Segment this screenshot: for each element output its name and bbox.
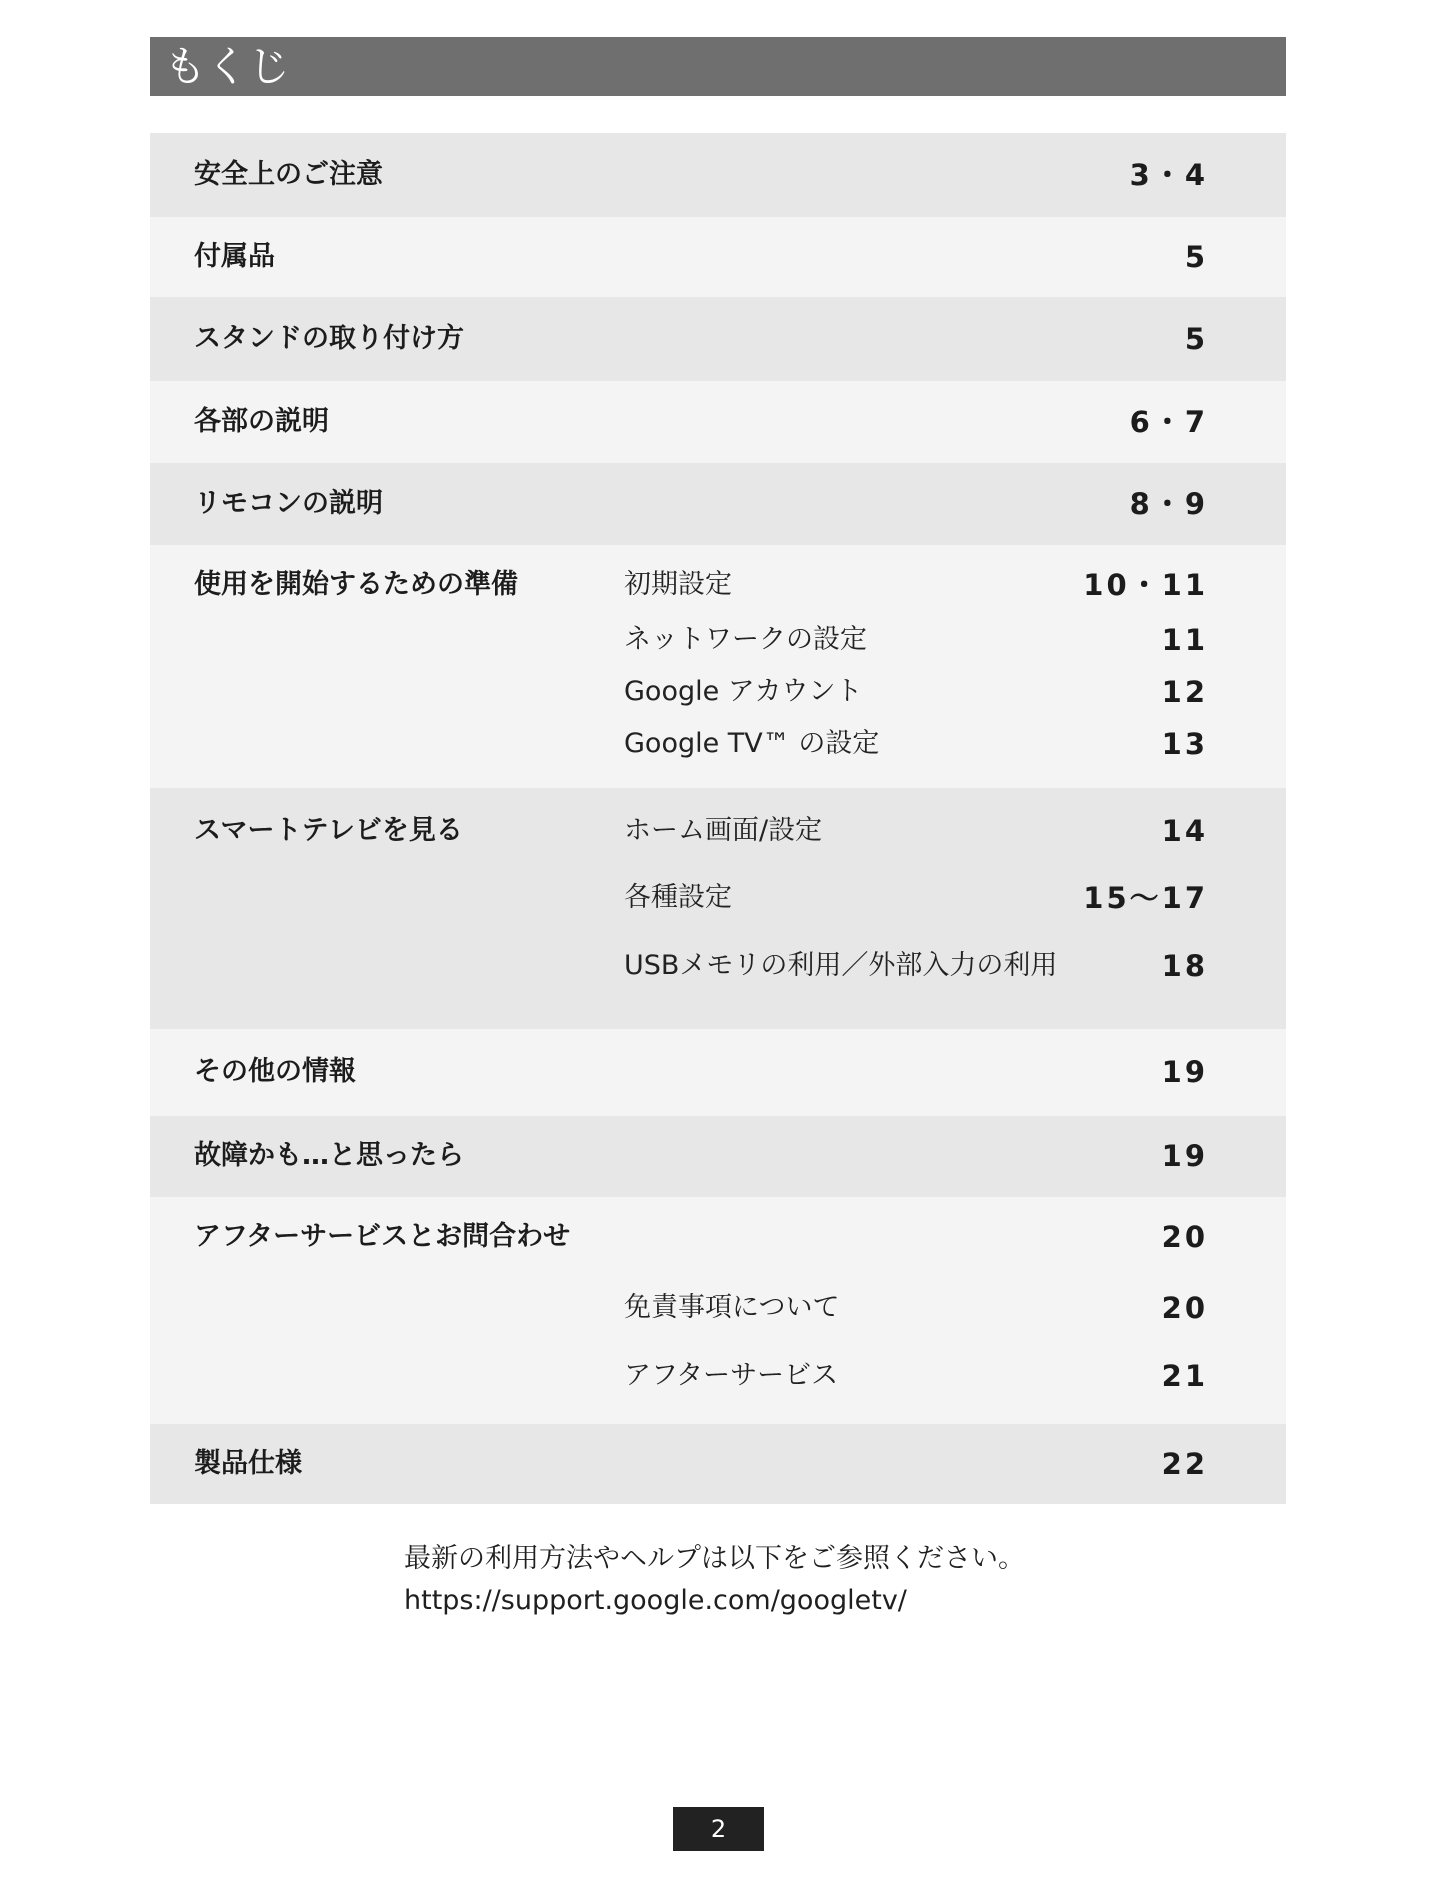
toc-subitem-page: 12 bbox=[1161, 675, 1208, 709]
toc-section-other-info[interactable] bbox=[150, 1029, 1286, 1116]
toc-subitem-page: 21 bbox=[1161, 1359, 1208, 1393]
toc-section-after-service[interactable] bbox=[150, 1197, 1286, 1424]
toc-section-title: 故障かも…と思ったら bbox=[194, 1140, 464, 1171]
toc-subitem-page: 11 bbox=[1161, 623, 1208, 657]
toc-subitem-page: 20 bbox=[1161, 1291, 1208, 1325]
toc-subitem-title[interactable]: 免責事項について bbox=[624, 1292, 840, 1323]
help-note bbox=[404, 1538, 1025, 1622]
toc-section-page: 5 bbox=[1184, 322, 1208, 356]
toc-section-title: 安全上のご注意 bbox=[194, 159, 383, 190]
toc-section-specifications[interactable] bbox=[150, 1424, 1286, 1504]
toc-section-page: 6・7 bbox=[1129, 405, 1208, 439]
toc-section-title: 各部の説明 bbox=[194, 406, 329, 437]
toc-subitem-title[interactable]: ネットワークの設定 bbox=[624, 624, 867, 655]
toc-section-title: リモコンの説明 bbox=[194, 488, 383, 519]
toc-subitem-title[interactable]: USBメモリの利用／外部入力の利用 bbox=[624, 950, 1058, 981]
table-of-contents bbox=[150, 133, 1286, 1504]
help-note-text: 最新の利用方法やヘルプは以下をご参照ください。 bbox=[404, 1543, 1025, 1574]
toc-section-page: 8・9 bbox=[1129, 487, 1208, 521]
toc-section-title: 付属品 bbox=[194, 241, 275, 272]
toc-subitem-title[interactable]: Google TV™ の設定 bbox=[624, 728, 880, 759]
toc-section-page: 19 bbox=[1161, 1139, 1208, 1173]
toc-subitem-page: 15〜17 bbox=[1083, 881, 1208, 915]
toc-section-title: 使用を開始するための準備 bbox=[194, 569, 518, 600]
toc-section-stand[interactable] bbox=[150, 297, 1286, 381]
toc-subitem-page: 18 bbox=[1161, 949, 1208, 983]
toc-subitem-title[interactable]: アフターサービス bbox=[624, 1360, 839, 1391]
toc-section-title: スタンドの取り付け方 bbox=[194, 323, 464, 354]
help-url-link[interactable]: https://support.google.com/googletv/ bbox=[404, 1585, 907, 1616]
toc-section-page: 3・4 bbox=[1129, 158, 1208, 192]
toc-section-title: その他の情報 bbox=[194, 1056, 356, 1087]
toc-section-setup[interactable] bbox=[150, 545, 1286, 788]
toc-section-title: スマートテレビを見る bbox=[194, 815, 463, 846]
toc-section-page: 5 bbox=[1184, 240, 1208, 274]
toc-section-troubleshooting[interactable] bbox=[150, 1116, 1286, 1197]
toc-subitem-page: 10・11 bbox=[1083, 568, 1208, 602]
toc-section-accessories[interactable] bbox=[150, 217, 1286, 297]
toc-subitem-title[interactable]: 初期設定 bbox=[624, 569, 732, 600]
toc-subitem-page: 13 bbox=[1161, 727, 1208, 761]
toc-section-remote[interactable] bbox=[150, 463, 1286, 545]
toc-section-page: 19 bbox=[1161, 1055, 1208, 1089]
toc-section-safety[interactable] bbox=[150, 133, 1286, 217]
toc-section-parts[interactable] bbox=[150, 381, 1286, 463]
toc-subitem-title[interactable]: Google アカウント bbox=[624, 676, 863, 707]
toc-section-title: 製品仕様 bbox=[194, 1448, 302, 1479]
toc-section-page: 20 bbox=[1161, 1220, 1208, 1254]
toc-section-page: 22 bbox=[1161, 1447, 1208, 1481]
toc-subitem-title[interactable]: ホーム画面/設定 bbox=[624, 815, 823, 846]
page-title: もくじ bbox=[150, 37, 1286, 96]
toc-subitem-page: 14 bbox=[1161, 814, 1208, 848]
toc-subitem-title[interactable]: 各種設定 bbox=[624, 882, 732, 913]
toc-section-smart-tv[interactable] bbox=[150, 788, 1286, 1029]
toc-section-title: アフターサービスとお問合わせ bbox=[194, 1221, 571, 1252]
page-number: 2 bbox=[673, 1807, 764, 1851]
